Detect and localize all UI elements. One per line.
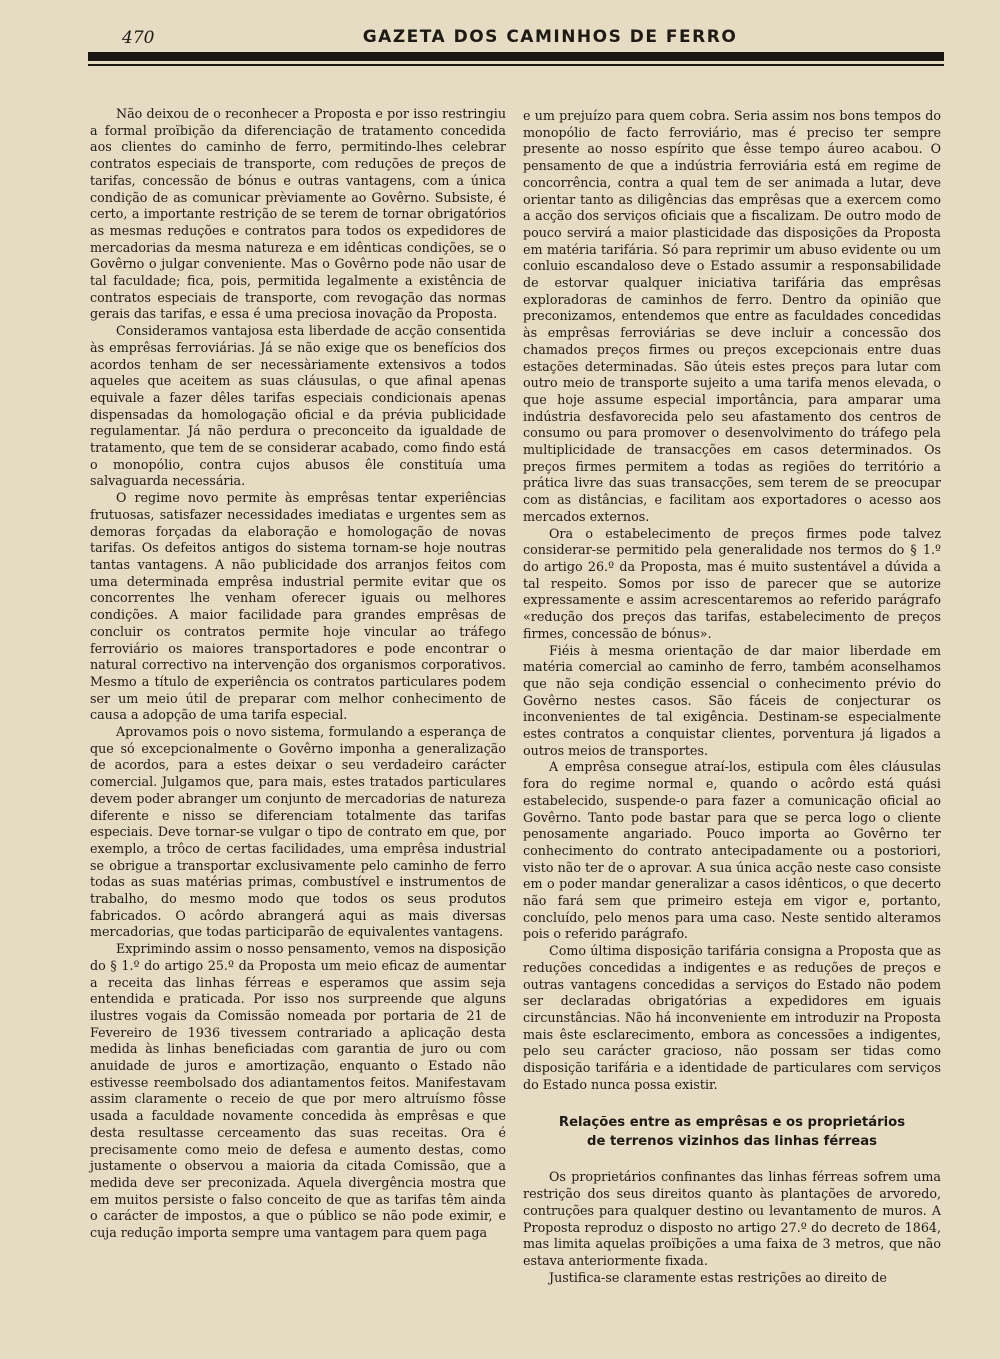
paragraph: Os proprietários confinantes das linhas férreas sofrem uma restrição dos seus direitos quanto às plantações de arvoredo, contruções para qualquer destino ou levantamento de muros. A Proposta reproduz o disposto no artigo 27.º do decreto de 1864, mas limita aquelas proïbições a uma faixa de 3 metros, que não estava anteriormente fixada. [523, 1169, 941, 1268]
section-heading-line: Relações entre as emprêsas e os proprietários [558, 1115, 906, 1131]
paragraph: Como última disposição tarifária consigna a Proposta que as reduções concedidas a indigentes e as reduções de preços e outras vantagens concedidas a serviços do Estado não podem ser declaradas obrigatórias a expedidores em iguais circunstâncias. Não há inconveniente em introduzir na Proposta mais êste esclarecimento, embora as concessões a indigentes, pelo seu carácter gracioso, não possam ser tidas como disposição tarifária e a identidade de particulares com serviços do Estado nunca possa existir. [523, 943, 941, 1092]
paragraph: Aprovamos pois o novo sistema, formulando a esperança de que só excepcionalmente o Govêrno imponha a generalização de acordos, para a estes deixar o seu verdadeiro carácter comercial. Julgamos que, para mais, estes tratados particulares devem poder abranger um conjunto de mercadorias de natureza diferente e nisso se diferenciam totalmente das tarifas especiais. Deve tornar-se vulgar o tipo de contrato em que, por exemplo, a trôco de certas facilidades, uma emprêsa industrial se obrigue a transportar exclusivamente pelo caminho de ferro todas as suas matérias primas, combustível e instrumentos de trabalho, do mesmo modo que todos os seus produtos fabricados. O acôrdo abrangerá aqui as mais diversas mercadorias, que todas participarão de equivalentes vantagens. [90, 724, 506, 940]
running-title: GAZETA DOS CAMINHOS DE FERRO [362, 27, 738, 47]
section-heading [523, 1113, 941, 1151]
paragraph: Ora o estabelecimento de preços firmes pode talvez considerar-se permitido pela generalidade nos termos do § 1.º do artigo 26.º da Proposta, mas é muito sustentável a dúvida a tal respeito. Somos por isso de parecer que se autorize expressamente e assim acrescentaremos ao referido parágrafo «redução dos preços das tarifas, estabelecimento de preços firmes, concessão de bónus». [523, 525, 941, 641]
left-column [90, 106, 506, 1242]
page-number: 470 [122, 28, 155, 48]
header-rule-thin [88, 64, 944, 66]
right-column [523, 108, 941, 1286]
section-heading-line: de terrenos vizinhos das linhas férreas [587, 1134, 877, 1150]
paragraph: Justifica-se claramente estas restrições ao direito de [549, 1269, 887, 1285]
paragraph: Fiéis à mesma orientação de dar maior liberdade em matéria comercial ao caminho de ferro, também aconselhamos que não seja condição essencial o conhecimento prévio do Govêrno nestes casos. São fáceis de conjecturar os inconvenientes de tal exigência. Destinam-se especialmente estes contratos a conquistar clientes, porventura já ligados a outros meios de transportes. [523, 642, 941, 758]
paragraph: e um prejuízo para quem cobra. Seria assim nos bons tempos do monopólio de facto ferroviário, mas é preciso ter sempre presente ao nosso espírito que êsse tempo áureo acabou. O pensamento de que a indústria ferroviária está em regime de concorrência, contra a qual tem de ser animada a lutar, deve orientar tanto as diligências das emprêsas que a exercem como a acção dos serviços oficiais que a fiscalizam. De outro modo de pouco servirá a maior plasticidade das disposições da Proposta em matéria tarifária. Só para reprimir um abuso evidente ou um conluio escandaloso deve o Estado assumir a responsabilidade de estorvar qualquer iniciativa tarifária das emprêsas exploradoras de caminhos de ferro. Dentro da opinião que preconizamos, entendemos que entre as faculdades concedidas às emprêsas ferroviárias se deve incluir a concessão dos chamados preços firmes ou preços excepcionais entre duas estações determinadas. São úteis estes preços para lutar com outro meio de transporte sujeito a uma tarifa menos elevada, o que hoje assume especial importância, para amparar uma indústria desfavorecida pelo seu afastamento dos centros de consumo ou para promover o desenvolvimento do tráfego pela multiplicidade de transacções em casos determinados. Os preços firmes permitem a todas as regiões do território a prática livre das suas transacções, sem terem de se preocupar com as distâncias, e facilitam aos exportadores o acesso aos mercados externos. [523, 108, 941, 524]
paragraph: Exprimindo assim o nosso pensamento, vemos na disposição do § 1.º do artigo 25.º da Proposta um meio eficaz de aumentar a receita das linhas férreas e esperamos que assim seja entendida e praticada. Por isso nos surpreende que alguns ilustres vogais da Comissão nomeada por portaria de 21 de Fevereiro de 1936 tivessem contrariado a aplicação desta medida às linhas beneficiadas com garantia de juro ou com anuidade de juros e amortização, enquanto o Estado não estivesse reembolsado dos adiantamentos feitos. Manifestavam assim claramente o receio de que por mero altruísmo fôsse usada a faculdade novamente concedida às emprêsas e que desta resultasse cerceamento das suas receitas. Ora é precisamente como meio de defesa e aumento destas, como justamente o observou a maioria da citada Comissão, que a medida deve ser preconizada. Aquela divergência mostra que em muitos persiste o falso conceito de que as tarifas têm ainda o carácter de impostos, a que o público se não pode eximir, e cuja redução importa sempre uma vantagem para quem paga [90, 941, 506, 1241]
header-rule-thick [88, 52, 944, 61]
paragraph: Não deixou de o reconhecer a Proposta e por isso restringiu a formal proïbição da diferenciação de tratamento concedida aos clientes do caminho de ferro, permitindo-lhes celebrar contratos especiais de transporte, com reduções de preços de tarifas, concessão de bónus e outras vantagens, com a única condição de as comunicar prèviamente ao Govêrno. Subsiste, é certo, a importante restrição de se terem de tornar obrigatórios as mesmas reduções e contratos para todos os expedidores de mercadorias da mesma natureza e em idênticas condições, se o Govêrno o julgar conveniente. Mas o Govêrno pode não usar de tal faculdade; fica, pois, permitida legalmente a existência de contratos especiais de transporte, com revogação das normas gerais das tarifas, e essa é uma preciosa inovação da Proposta. [90, 106, 506, 322]
paragraph: A emprêsa consegue atraí-los, estipula com êles cláusulas fora do regime normal e, quando o acôrdo está quási estabelecido, suspende-o para fazer a comunicação oficial ao Govêrno. Tanto pode bastar para que se perca logo o cliente penosamente angariado. Pouco importa ao Govêrno ter conhecimento do contrato antecipadamente ou a postoriori, visto não ter de o aprovar. A sua única acção neste caso consiste em o poder mandar generalizar a casos idênticos, o que decerto não fará sem que primeiro esteja em vigor e, portanto, concluído, pelo menos para uma caso. Neste sentido alteramos pois o referido parágrafo. [523, 759, 941, 942]
paragraph: O regime novo permite às emprêsas tentar experiências frutuosas, satisfazer necessidades imediatas e urgentes sem as demoras forçadas da elaboração e homologação de novas tarifas. Os defeitos antigos do sistema tornam-se hoje noutras tantas vantagens. A não publicidade dos arranjos feitos com uma determinada emprêsa industrial permite evitar que os concorrentes lhe venham oferecer iguais ou melhores condições. A maior facilidade para grandes emprêsas de concluir os contratos permite hoje vincular ao tráfego ferroviário os maiores transportadores e pode encontrar o natural correctivo na intervenção dos organismos corporativos. Mesmo a título de experiência os contratos particulares podem ser um meio útil de preparar com melhor conhecimento de causa a adopção de uma tarifa especial. [90, 490, 506, 723]
paragraph: Consideramos vantajosa esta liberdade de acção consentida às emprêsas ferroviárias. Já se não exige que os benefícios dos acordos tenham de ser necessàriamente extensivos a todos aqueles que aceitem as suas cláusulas, o que afinal apenas equivale a fazer dêles tarifas especiais condicionais apenas dispensadas da homologação oficial e da prévia publicidade regulamentar. Já não perdura o preconceito da igualdade de tratamento, que tem de se considerar acabado, como findo está o monopólio, contra cujos abusos êle constituía uma salvaguarda necessária. [90, 323, 506, 489]
